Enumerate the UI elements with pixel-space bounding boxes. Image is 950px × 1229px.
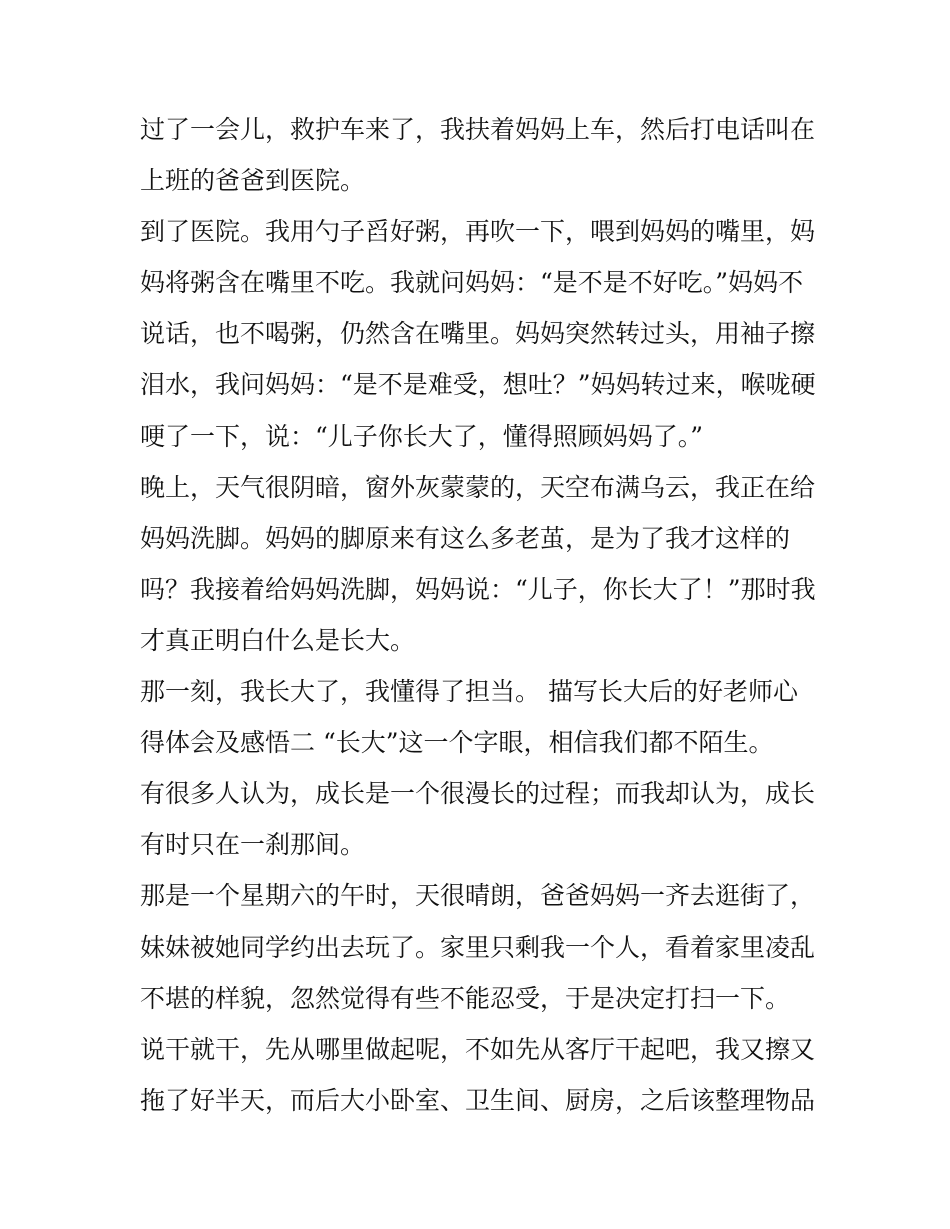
text-line: 哽了一下，说：“儿子你长大了，懂得照顾妈妈了。” xyxy=(140,421,704,451)
text-line: 泪水，我问妈妈：“是不是难受，想吐？”妈妈转过来，喉咙硬 xyxy=(140,370,816,400)
text-line: 拖了好半天，而后大小卧室、卫生间、厨房，之后该整理物品 xyxy=(140,1085,816,1115)
text-line: 妈妈洗脚。妈妈的脚原来有这么多老茧，是为了我才这样的 xyxy=(140,523,791,553)
text-line: 上班的爸爸到医院。 xyxy=(140,166,366,196)
text-line: 妈将粥含在嘴里不吃。我就问妈妈：“是不是不好吃。”妈妈不 xyxy=(140,268,804,298)
text-line: 才真正明白什么是长大。 xyxy=(140,625,416,655)
document-body xyxy=(140,104,816,1126)
text-line: 有很多人认为，成长是一个很漫长的过程；而我却认为，成长 xyxy=(140,779,816,809)
text-line: 妹妹被她同学约出去玩了。家里只剩我一个人，看着家里凌乱 xyxy=(140,932,816,962)
text-line: 说干就干，先从哪里做起呢，不如先从客厅干起吧，我又擦又 xyxy=(140,1034,816,1064)
text-line: 那是一个星期六的午时，天很晴朗，爸爸妈妈一齐去逛街了， xyxy=(140,881,816,911)
text-line: 过了一会儿，救护车来了，我扶着妈妈上车，然后打电话叫在 xyxy=(140,115,816,144)
text-line: 不堪的样貌，忽然觉得有些不能忍受，于是决定打扫一下。 xyxy=(140,983,791,1013)
text-line: 得体会及感悟二 “长大”这一个字眼，相信我们都不陌生。 xyxy=(140,728,774,758)
text-line: 有时只在一刹那间。 xyxy=(140,830,366,860)
text-line: 说话，也不喝粥，仍然含在嘴里。妈妈突然转过头，用袖子擦 xyxy=(140,319,816,349)
text-line: 晚上，天气很阴暗，窗外灰蒙蒙的，天空布满乌云，我正在给 xyxy=(140,472,816,502)
text-line: 那一刻，我长大了，我懂得了担当。 描写长大后的好老师心 xyxy=(140,677,798,707)
text-line: 吗？我接着给妈妈洗脚，妈妈说：“儿子，你长大了！”那时我 xyxy=(140,574,816,604)
text-line: 到了医院。我用勺子舀好粥，再吹一下，喂到妈妈的嘴里，妈 xyxy=(140,217,816,247)
